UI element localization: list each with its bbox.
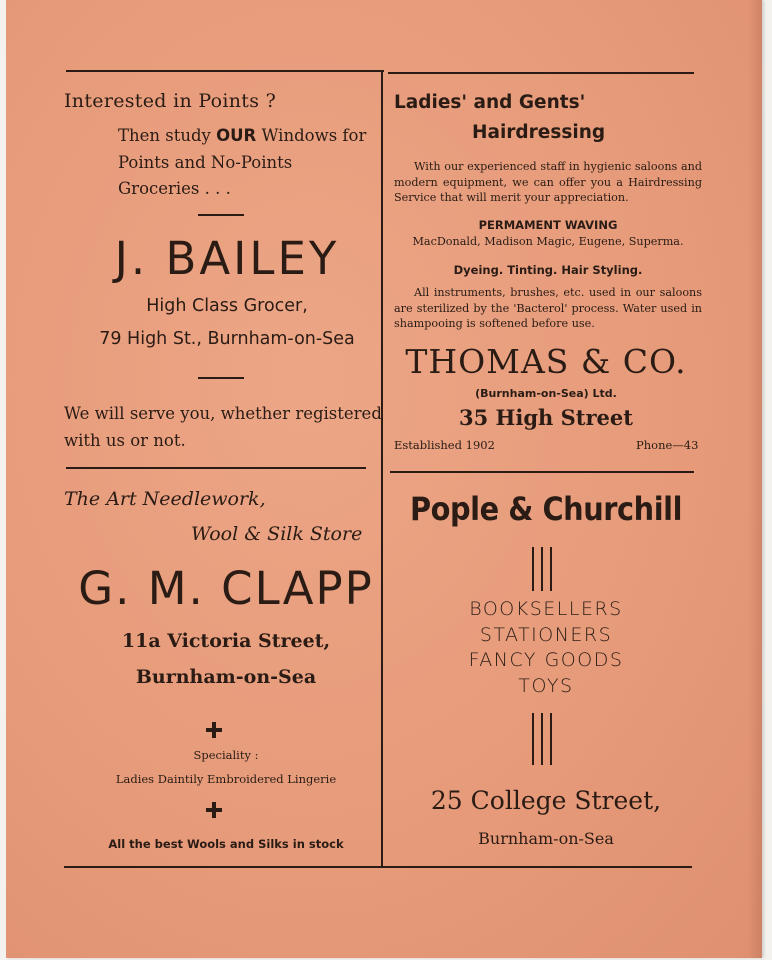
page-edge-shadow xyxy=(748,0,762,958)
clapp-address2: Burnham-on-Sea xyxy=(135,666,317,688)
bailey-intro xyxy=(118,123,388,203)
trade-toys: TOYS xyxy=(518,674,574,697)
middle-rule-left xyxy=(66,467,366,469)
thomas-title xyxy=(394,88,698,148)
pople-town: Burnham-on-Sea xyxy=(478,829,614,848)
thomas-established: Established 1902 xyxy=(394,438,495,452)
trade-stationers: STATIONERS xyxy=(479,623,613,646)
bailey-intro-line2: Points and No-Points xyxy=(118,152,293,172)
cross-ornament-icon xyxy=(206,722,222,738)
page-sheet xyxy=(6,0,762,958)
perm-heading: PERMAMENT WAVING xyxy=(478,218,618,232)
thomas-phone: Phone—43 xyxy=(636,438,699,452)
clapp-name: G. M. CLAPP xyxy=(78,562,374,615)
bailey-address: 79 High St., Burnham-on-Sea xyxy=(99,329,355,349)
pople-address: 25 College Street, xyxy=(430,786,662,815)
thomas-ltd: (Burnham-on-Sea) Ltd. xyxy=(475,387,617,400)
thomas-title-line2: Hairdressing xyxy=(472,122,606,143)
thomas-title-line1: Ladies' and Gents' xyxy=(394,92,586,113)
top-rule-right xyxy=(388,72,694,74)
clapp-line2: Wool & Silk Store xyxy=(191,523,363,545)
thomas-intro-paragraph: With our experienced staff in hygienic saloons and modern equipment, we can offer you a Hairdressing Service that will merit your appreciation. xyxy=(394,160,702,204)
bottom-rule xyxy=(64,866,692,868)
bailey-our-emphasis: OUR xyxy=(216,126,257,145)
trade-booksellers: BOOKSELLERS xyxy=(469,598,623,620)
trade-fancy-goods: FANCY GOODS xyxy=(468,649,624,671)
cross-ornament-icon xyxy=(206,802,222,818)
bailey-short-rule-2 xyxy=(198,377,244,379)
clapp-speciality-label: Speciality : xyxy=(193,748,259,762)
clapp-address1: 11a Victoria Street, xyxy=(121,630,331,652)
bailey-intro-line3: Groceries . . . xyxy=(118,179,231,198)
pople-trades xyxy=(394,597,698,699)
perm-list: MacDonald, Madison Magic, Eugene, Superma. xyxy=(412,235,684,248)
clapp-stock-note: All the best Wools and Silks in stock xyxy=(108,837,344,851)
thomas-hygiene-paragraph: All instruments, brushes, etc. used in our saloons are sterilized by the 'Bacterol' process. Water used in shampooing is softened before use. xyxy=(394,286,702,330)
thomas-address: 35 High Street xyxy=(459,405,633,430)
clapp-line1: The Art Needlework, xyxy=(64,488,266,510)
thomas-name: THOMAS & CO. xyxy=(405,342,687,381)
bailey-serve-note: We will serve you, whether registered with us or not. xyxy=(64,404,382,450)
bailey-short-rule-1 xyxy=(198,214,244,216)
middle-rule-right xyxy=(390,471,694,473)
bailey-name: J. BAILEY xyxy=(114,232,340,285)
clapp-speciality: Ladies Daintily Embroidered Lingerie xyxy=(115,772,337,786)
bailey-heading: Interested in Points ? xyxy=(64,90,277,112)
bailey-intro-line1: Then study OUR Windows for xyxy=(118,126,367,145)
triple-bar-ornament-icon xyxy=(532,713,554,765)
bailey-trade: High Class Grocer, xyxy=(146,296,308,316)
thomas-services: Dyeing. Tinting. Hair Styling. xyxy=(453,263,643,277)
pople-name: Pople & Churchill xyxy=(410,490,682,528)
triple-bar-ornament-icon xyxy=(532,547,554,591)
top-rule-left xyxy=(66,70,384,72)
